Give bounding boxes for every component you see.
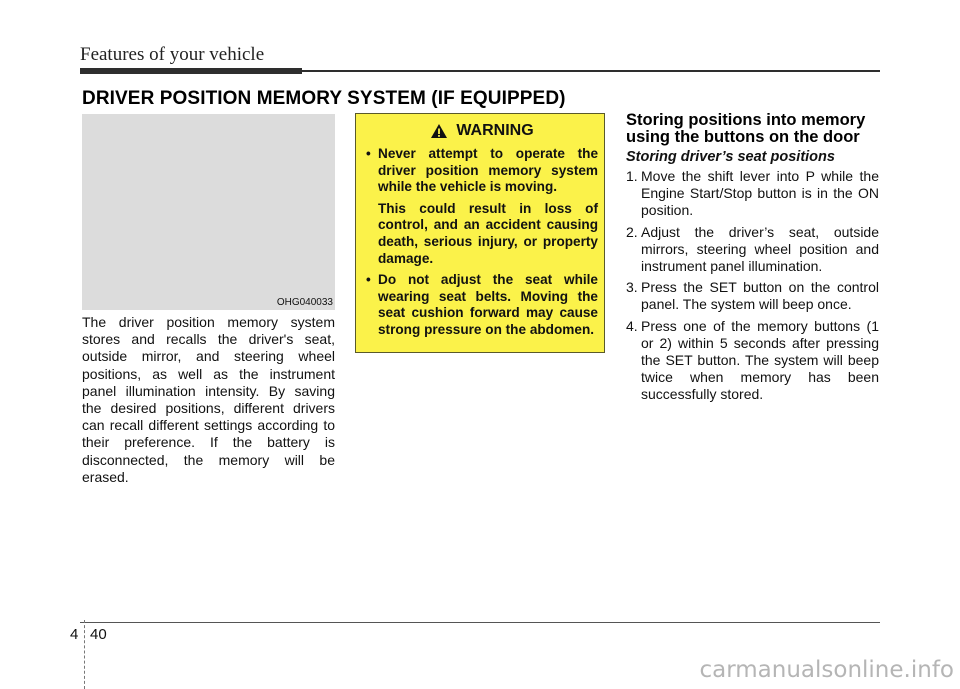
step-item (626, 279, 879, 313)
step-item (626, 224, 879, 276)
warning-item-text: Never attempt to operate the driver position memory system while the vehicle is moving. (378, 146, 598, 195)
step-text: Press the SET button on the control panel. The system will beep once. (641, 279, 879, 313)
step-text: Move the shift lever into P while the Engine Start/Stop button is in the ON position. (641, 168, 879, 219)
warning-header (366, 122, 598, 140)
warning-triangle-icon (430, 123, 448, 139)
step-number: 2. (626, 223, 638, 240)
footer-rule (80, 622, 880, 623)
header-title: Features of your vehicle (80, 44, 265, 65)
warning-item-text: This could result in loss of control, and an accident causing death, serious injury, or property damage. (378, 200, 598, 266)
header-rule-thick (80, 68, 302, 74)
footer-chapter-number: 4 (70, 626, 79, 643)
intro-paragraph: The driver position memory system stores and recalls the driver's seat, outside mirror, and steering wheel positions, as well as the instrument panel illumination intensity. By saving the desired positions, different drivers can recall different settings according to their preference. If the battery is disconnected, the memory will be erased. (82, 314, 335, 485)
warning-list (366, 146, 598, 339)
warning-title: WARNING (456, 122, 534, 139)
warning-item (366, 146, 598, 267)
step-number: 4. (626, 317, 638, 334)
bullet-icon: • (366, 146, 371, 161)
storing-subheading: Storing driver’s seat positions (626, 149, 835, 165)
figure-code: OHG040033 (276, 297, 333, 308)
bullet-icon: • (366, 272, 371, 288)
warning-item-text: Do not adjust the seat while wearing seat belts. Moving the seat cushion forward may cause strong pressure on the abdomen. (378, 272, 598, 337)
footer-page-number: 40 (90, 626, 107, 643)
step-item (626, 318, 879, 404)
header-rule-thin (300, 70, 880, 72)
step-number: 1. (626, 168, 638, 184)
figure-placeholder (82, 114, 335, 310)
storing-steps (626, 168, 879, 408)
step-number: 3. (626, 279, 638, 296)
watermark: carmanualsonline.info (699, 657, 954, 683)
storing-heading: Storing positions into memory using the buttons on the door (626, 111, 866, 146)
footer-divider (84, 620, 85, 689)
step-item (626, 168, 879, 220)
section-title: DRIVER POSITION MEMORY SYSTEM (IF EQUIPPED) (82, 88, 566, 109)
step-text: Press one of the memory buttons (1 or 2) within 5 seconds after pressing the SET button. The system will beep twice when memory has been successfully stored. (641, 317, 879, 403)
warning-box (355, 113, 605, 353)
step-text: Adjust the driver’s seat, outside mirrors, steering wheel position and instrument panel illumination. (641, 223, 879, 275)
warning-item (366, 272, 598, 338)
